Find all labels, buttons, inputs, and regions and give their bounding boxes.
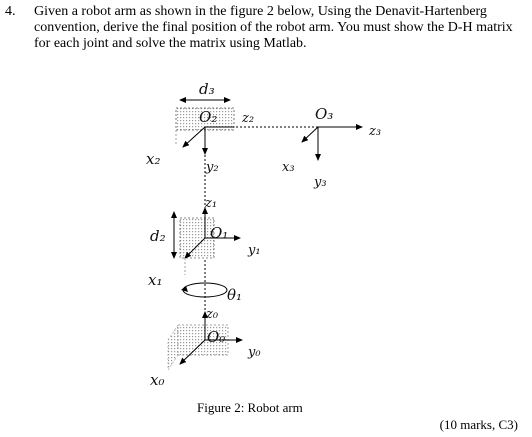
label-x0: x₀ — [150, 371, 165, 389]
label-x2: x₂ — [146, 150, 161, 168]
marks-label: (10 marks, C3) — [439, 417, 518, 432]
label-d3: d₃ — [199, 80, 215, 98]
question-number: 4. — [5, 4, 16, 19]
question-line-1: Given a robot arm as shown in the figure 2 below, Using the Denavit-Hartenberg — [34, 4, 487, 19]
label-x3: x₃ — [282, 160, 295, 175]
x3-axis — [302, 127, 318, 142]
label-z3: z₃ — [369, 124, 382, 139]
label-o3: O₃ — [315, 105, 334, 123]
label-z0: z₀ — [206, 307, 219, 322]
label-o2: O₂ — [199, 108, 218, 126]
frame-o0 — [168, 312, 242, 370]
label-theta1: θ₁ — [227, 286, 243, 304]
label-y2: y₂ — [206, 160, 219, 175]
figure-caption: Figure 2: Robot arm — [197, 400, 303, 415]
label-o1: O₁ — [210, 224, 229, 242]
label-y0: y₀ — [248, 345, 261, 360]
label-z2: z₂ — [242, 111, 255, 126]
o0-base-side — [168, 325, 178, 370]
label-y3: y₃ — [314, 175, 327, 190]
theta1-rotation — [181, 283, 227, 297]
label-y1: y₁ — [248, 243, 261, 258]
frame-o3 — [302, 127, 362, 160]
label-d2: d₂ — [150, 227, 166, 245]
label-z1: z₁ — [205, 196, 218, 211]
question-line-2: convention, derive the final position of the robot arm. You must show the D-H matrix — [34, 20, 513, 35]
label-x1: x₁ — [148, 271, 163, 289]
question-line-3: for each joint and solve the matrix using Matlab. — [34, 36, 307, 51]
label-o0: O₀ — [207, 328, 226, 346]
